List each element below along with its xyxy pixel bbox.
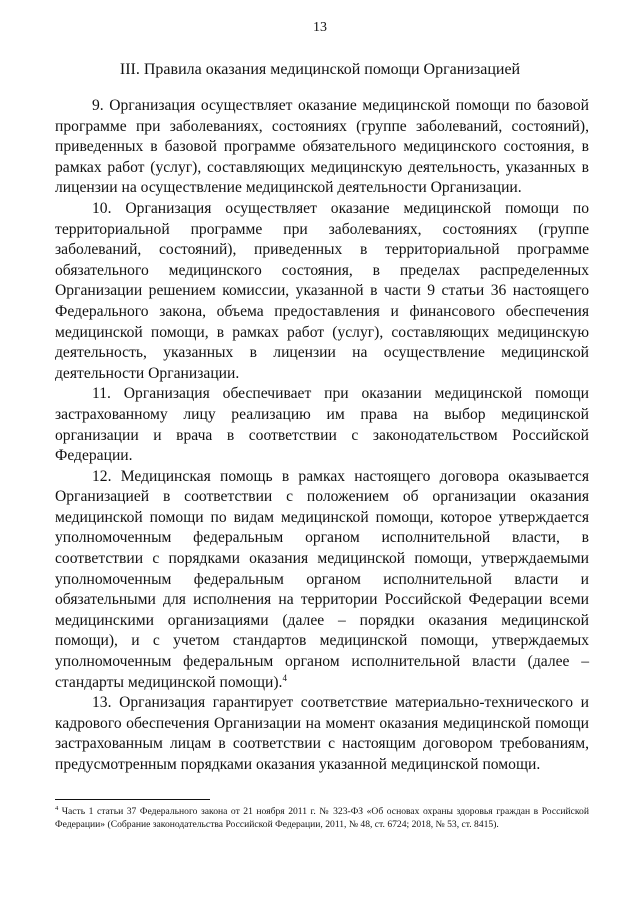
- paragraph-9: [55, 96, 589, 199]
- footnote-divider: [55, 799, 210, 800]
- paragraph-13: [55, 693, 589, 775]
- paragraph-12: [55, 467, 589, 694]
- paragraph-10: [55, 199, 589, 384]
- paragraph-12-text: 12. Медицинская помощь в рамках настоящего договора оказывается Организацией в соответствии с положением об организации оказания медицинской помощи по видам медицинской помощи, которое утверждается уполномоченным федеральным органом исполнительной власти, в соответствии с порядками оказания медицинской помощи, утверждаемыми уполномоченным федеральным органом исполнительной власти и обязательными для исполнения на территории Российской Федерации всеми медицинскими организациями (далее – порядки оказания медицинской помощи), и с учетом стандартов медицинской помощи, утверждаемых уполномоченным федеральным органом исполнительной власти (далее – стандарты медицинской помощи).: [55, 467, 589, 691]
- paragraph-13-text: 13. Организация гарантирует соответствие материально-технического и кадрового обеспечения Организации на момент оказания медицинской помощи застрахованным лицам в соответствии с настоящим договором требованиям, предусмотренным порядками оказания указанной медицинской помощи.: [55, 694, 589, 773]
- document-body: [55, 96, 589, 776]
- footnote-reference[interactable]: 4: [282, 672, 287, 683]
- paragraph-11: [55, 384, 589, 466]
- paragraph-11-text: 11. Организация обеспечивает при оказании медицинской помощи застрахованному лицу реализацию им права на выбор медицинской организации и врача в соответствии с законодательством Российской Федерации.: [55, 385, 589, 465]
- footnote-marker: 4: [55, 804, 59, 812]
- footnote-text: Часть 1 статьи 37 Федерального закона от 21 ноября 2011 г. № 323-ФЗ «Об основах охраны здоровья граждан в Российской Федерации» (Собрание законодательства Российской Федерации, 2011, № 48, ст. 6724; 2018, № 53, ст. 8415).: [55, 806, 589, 830]
- paragraph-9-text: 9. Организация осуществляет оказание медицинской помощи по базовой программе при заболеваниях, состояниях (группе заболеваний, состояний), приведенных в базовой программе обязательного медицинского состояния, в рамках работ (услуг), составляющих медицинскую деятельность, указанных в лицензии на осуществление медицинской деятельности Организации.: [55, 97, 589, 197]
- page-number: 13: [313, 20, 327, 35]
- paragraph-10-text: 10. Организация осуществляет оказание медицинской помощи по территориальной программе при заболеваниях, состояниях (группе заболеваний, состояний), приведенных в территориальной программе обязательного медицинского состояния, в пределах распределенных Организации решением комиссии, указанной в части 9 статьи 36 настоящего Федерального закона, объема предоставления и финансового обеспечения медицинской помощи, в рамках работ (услуг), составляющих медицинскую деятельность, указанных в лицензии на осуществление медицинской деятельности Организации.: [55, 199, 589, 382]
- section-title: III. Правила оказания медицинской помощи Организацией: [119, 61, 521, 78]
- footnote: [55, 805, 589, 831]
